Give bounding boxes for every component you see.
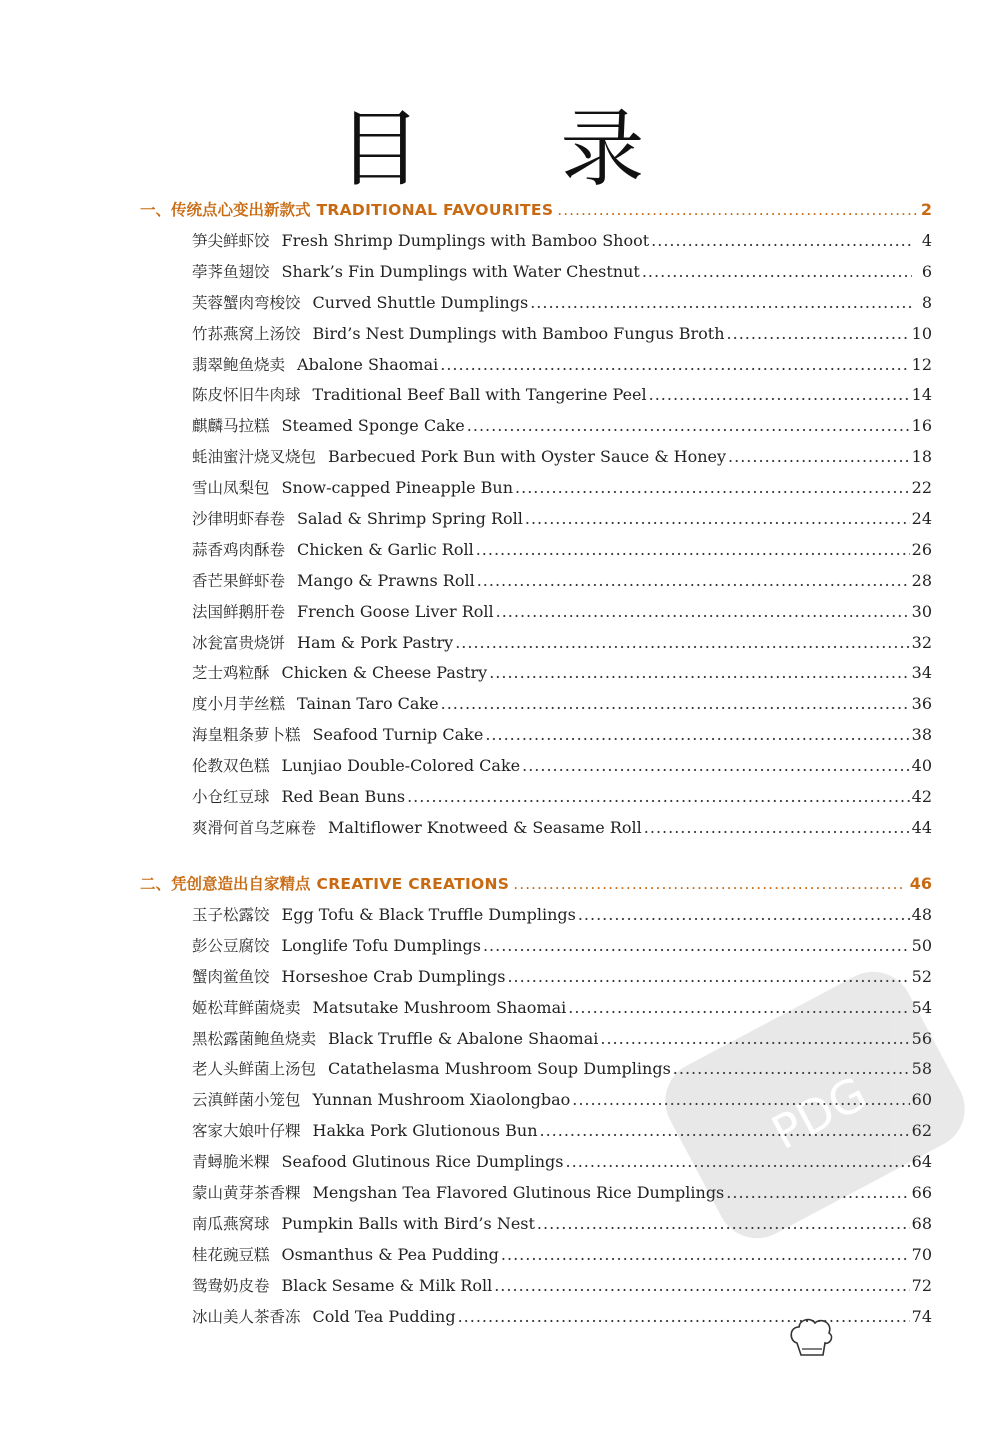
leader-dots [485,725,909,744]
entry-zh-title: 度小月芋丝糕 [192,695,286,714]
entry-page-number: 60 [911,1090,932,1110]
entry-zh-title: 陈皮怀旧牛肉球 [192,386,301,405]
entry-zh-title: 云滇鲜菌小笼包 [192,1091,301,1110]
toc-entry[interactable] [192,785,932,816]
entry-page-number: 38 [911,725,932,745]
entry-page-number: 52 [911,966,932,986]
entry-en-title: Tainan Taro Cake [297,694,439,714]
entry-en-title: Ham & Pork Pastry [297,632,454,652]
entry-page-number: 36 [911,694,932,714]
entry-page-number: 74 [911,1306,932,1326]
leader-dots [440,355,909,374]
entry-page-number: 10 [911,323,932,343]
entry-page-number: 14 [911,385,932,405]
entry-page-number: 62 [911,1121,932,1141]
entry-zh-title: 笋尖鲜虾饺 [192,232,270,250]
entry-zh-title: 玉子松露饺 [192,906,270,924]
entry-zh-title: 客家大娘叶仔粿 [192,1122,301,1141]
entry-page-number: 40 [911,756,932,776]
leader-dots [649,385,910,404]
entry-page-number: 58 [911,1059,932,1079]
toc-entry[interactable] [192,692,932,723]
toc-entry[interactable] [192,476,932,507]
leader-dots [537,1214,910,1233]
entry-zh-title: 青蟳脆米粿 [192,1153,270,1172]
entry-zh-title: 彭公豆腐饺 [192,936,270,955]
toc-entry[interactable] [192,600,932,631]
toc-entry[interactable] [192,934,932,965]
leader-dots [566,1152,910,1171]
entry-zh-title: 蒙山黄芽茶香粿 [192,1184,301,1203]
leader-dots [501,1245,910,1264]
entry-list [140,903,932,1335]
entry-en-title: Cold Tea Pudding [312,1306,456,1326]
leader-dots [540,1121,910,1140]
entry-zh-title: 老人头鲜菌上汤包 [192,1060,317,1079]
entry-page-number: 18 [911,447,932,467]
leader-dots [458,1307,910,1326]
entry-en-title: Curved Shuttle Dumplings [312,292,529,312]
entry-en-title: Bird’s Nest Dumplings with Bamboo Fungus Broth [312,323,725,343]
entry-page-number: 56 [911,1028,932,1048]
leader-dots [513,875,905,893]
entry-page-number: 72 [911,1275,932,1295]
entry-page-number: 30 [911,601,932,621]
entry-en-title: Osmanthus & Pea Pudding [281,1244,499,1264]
toc-entry[interactable] [192,1057,932,1088]
entry-zh-title: 南瓜燕窝球 [192,1214,270,1233]
leader-dots [489,663,909,682]
entry-zh-title: 芙蓉蟹肉弯梭饺 [192,293,301,312]
entry-page-number: 64 [911,1152,932,1172]
page-title: 目 录 [337,100,701,198]
entry-zh-title: 海皇粗条萝卜糕 [192,726,301,745]
entry-en-title: Matsutake Mushroom Shaomai [312,997,567,1017]
toc-entry[interactable] [192,723,932,754]
entry-page-number: 28 [911,570,932,590]
entry-zh-title: 小仓红豆球 [192,788,270,807]
toc-entry[interactable] [192,1088,932,1119]
leader-dots [728,447,910,466]
entry-en-title: Snow-capped Pineapple Bun [281,478,514,498]
leader-dots [600,1029,909,1048]
entry-en-title: Black Truffle & Abalone Shaomai [328,1028,599,1048]
toc-entry[interactable] [192,754,932,785]
entry-page-number: 34 [911,663,932,683]
section-creative [140,872,932,1335]
entry-page-number: 12 [911,354,932,374]
entry-en-title: Chicken & Cheese Pastry [281,663,488,683]
entry-page-number: 24 [911,509,932,529]
toc-entry[interactable] [192,1119,932,1150]
entry-en-title: Seafood Turnip Cake [312,725,484,745]
entry-en-title: Chicken & Garlic Roll [297,539,474,559]
toc-entry[interactable] [192,414,932,445]
leader-dots [530,293,912,312]
entry-en-title: Hakka Pork Glutionous Bun [312,1121,538,1141]
section-zh-title: 二、凭创意造出自家精点 [140,875,311,893]
leader-dots [727,324,910,343]
entry-zh-title: 麒麟马拉糕 [192,417,270,436]
chef-hat-icon [787,1313,835,1361]
entry-zh-title: 竹荪燕窝上汤饺 [192,324,301,343]
leader-dots [496,602,910,621]
entry-page-number: 32 [911,632,932,652]
leader-dots [515,478,910,497]
entry-page-number: 44 [911,817,932,837]
entry-en-title: Barbecued Pork Bun with Oyster Sauce & Honey [328,447,727,467]
entry-en-title: Traditional Beef Ball with Tangerine Peel [312,385,647,405]
section-traditional [140,198,932,847]
leader-dots [407,787,910,806]
toc-entry[interactable] [192,1181,932,1212]
section-page-number: 2 [920,200,932,219]
entry-zh-title: 桂花豌豆糕 [192,1245,270,1264]
entry-page-number: 6 [921,261,932,281]
entry-page-number: 42 [911,787,932,807]
entry-en-title: Red Bean Buns [281,787,406,807]
entry-list [140,229,932,847]
leader-dots [726,1183,909,1202]
toc-entry[interactable] [192,538,932,569]
toc-entry[interactable] [192,816,932,847]
entry-zh-title: 蚝油蜜汁烧叉烧包 [192,448,317,467]
entry-zh-title: 香芒果鲜虾卷 [192,571,286,590]
toc-entry[interactable] [192,1150,932,1181]
leader-dots [651,231,912,250]
entry-page-number: 54 [911,997,932,1017]
leader-dots [557,201,917,219]
entry-en-title: Maltiflower Knotweed & Seasame Roll [328,817,642,837]
section-heading[interactable] [140,872,932,903]
entry-en-title: Pumpkin Balls with Bird’s Nest [281,1213,535,1233]
leader-dots [476,540,910,559]
entry-zh-title: 荸荠鱼翅饺 [192,262,270,281]
leader-dots [525,509,910,528]
toc-entry[interactable] [192,661,932,692]
entry-page-number: 26 [911,539,932,559]
toc-entry[interactable] [192,322,932,353]
entry-en-title: Mengshan Tea Flavored Glutinous Rice Dumplings [312,1183,725,1203]
leader-dots [483,936,910,955]
entry-en-title: Longlife Tofu Dumplings [281,935,481,955]
entry-zh-title: 蟹肉鲎鱼饺 [192,967,270,986]
entry-en-title: Steamed Sponge Cake [281,416,465,436]
entry-page-number: 70 [911,1244,932,1264]
entry-zh-title: 翡翠鲍鱼烧卖 [192,355,286,374]
section-zh-title: 一、传统点心变出新款式 [140,201,311,219]
leader-dots [522,756,910,775]
entry-en-title: Salad & Shrimp Spring Roll [297,509,523,529]
leader-dots [441,694,910,713]
entry-zh-title: 伦教双色糕 [192,757,270,776]
leader-dots [644,818,910,837]
entry-en-title: Abalone Shaomai [297,354,439,374]
toc-entry[interactable] [192,229,932,260]
toc-entry[interactable] [192,903,932,934]
leader-dots [494,1276,909,1295]
leader-dots [455,633,909,652]
entry-en-title: Horseshoe Crab Dumplings [281,966,506,986]
section-page-number: 46 [909,874,932,893]
entry-page-number: 68 [911,1213,932,1233]
entry-zh-title: 蒜香鸡肉酥卷 [192,540,286,559]
entry-page-number: 16 [911,416,932,436]
entry-en-title: Mango & Prawns Roll [297,570,475,590]
entry-page-number: 4 [921,231,932,250]
toc-entry[interactable] [192,1027,932,1058]
leader-dots [568,998,909,1017]
entry-page-number: 66 [911,1183,932,1203]
leader-dots [578,905,910,924]
toc-entry[interactable] [192,445,932,476]
toc-entry[interactable] [192,965,932,996]
toc-entry[interactable] [192,631,932,662]
entry-zh-title: 黑松露菌鲍鱼烧卖 [192,1029,317,1048]
entry-zh-title: 法国鲜鹅肝卷 [192,602,286,621]
entry-zh-title: 冰瓮富贵烧饼 [192,633,286,652]
toc-entry[interactable] [192,1212,932,1243]
leader-dots [467,416,910,435]
entry-zh-title: 雪山凤梨包 [192,479,270,498]
entry-en-title: French Goose Liver Roll [297,601,494,621]
entry-page-number: 50 [911,935,932,955]
entry-zh-title: 鸳鸯奶皮卷 [192,1276,270,1295]
entry-zh-title: 沙律明虾春卷 [192,510,286,529]
toc-entry[interactable] [192,260,932,291]
entry-en-title: Black Sesame & Milk Roll [281,1275,493,1295]
entry-en-title: Catathelasma Mushroom Soup Dumplings [328,1059,671,1079]
toc-entry[interactable] [192,507,932,538]
entry-en-title: Shark’s Fin Dumplings with Water Chestnut [281,261,640,281]
section-heading[interactable] [140,198,932,229]
toc-entry[interactable] [192,996,932,1027]
leader-dots [507,967,909,986]
entry-page-number: 8 [921,292,932,312]
section-en-title: CREATIVE CREATIONS [316,875,510,893]
entry-page-number: 22 [911,478,932,498]
toc-entry[interactable] [192,291,932,322]
leader-dots [642,262,912,281]
toc-entry[interactable] [192,383,932,414]
entry-en-title: Yunnan Mushroom Xiaolongbao [312,1090,571,1110]
entry-zh-title: 芝士鸡粒酥 [192,664,270,683]
toc-entry[interactable] [192,1243,932,1274]
section-en-title: TRADITIONAL FAVOURITES [316,201,554,219]
toc-entry[interactable] [192,353,932,384]
toc-entry[interactable] [192,569,932,600]
leader-dots [572,1090,909,1109]
entry-zh-title: 冰山美人茶香冻 [192,1307,301,1326]
entry-page-number: 48 [911,905,932,924]
leader-dots [477,571,910,590]
watermark-text: PDG [762,1065,876,1160]
entry-zh-title: 姬松茸鲜菌烧卖 [192,998,301,1017]
entry-en-title: Seafood Glutinous Rice Dumplings [281,1152,564,1172]
entry-en-title: Fresh Shrimp Dumplings with Bamboo Shoot [281,231,650,250]
leader-dots [673,1059,910,1078]
entry-en-title: Egg Tofu & Black Truffle Dumplings [281,905,576,924]
entry-en-title: Lunjiao Double-Colored Cake [281,756,521,776]
entry-zh-title: 爽滑何首乌芝麻卷 [192,818,317,837]
toc-entry[interactable] [192,1274,932,1305]
